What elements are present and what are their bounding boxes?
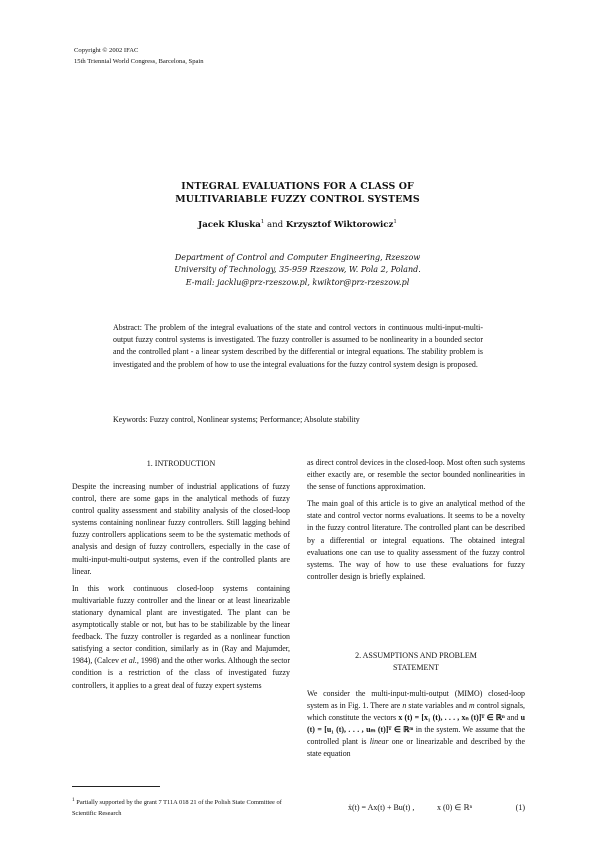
s2-text-b: state variables and xyxy=(406,701,469,711)
author-1-mark: 1 xyxy=(260,219,265,225)
s2-m: m xyxy=(468,701,475,711)
s2-text-f: one or linearizable and described by the state equation xyxy=(307,737,525,759)
section-2-heading xyxy=(307,650,525,674)
intro-paragraph-3: as direct control devices in the closed-loop. Most often such systems either exactly are, or resemble the sector bounded nonlinearities in the sense of functions approximation. xyxy=(307,458,525,492)
intro-p2-etal: et al. xyxy=(121,656,137,666)
intro-p2-text-a: In this work continuous closed-loop systems containing multivariable fuzzy controller and the linear or at least linearizable stationary dynamical plant are investigated. The plant can be asymptotically stable or not, but has to be stabilizable by the linear feedback. The fuzzy controller is regarded as a nonlinear function satisfying a sector condition, similarly as in (Ray and Majumder, 1984), (Calcev xyxy=(72,583,290,666)
abstract: Abstract: The problem of the integral evaluations of the state and control vectors in continuous multi-input-multi-output fuzzy control systems is investigated. The fuzzy controller is assumed to be nonlinearity in a bounded sector and the controlled plant - a linear system described by the differential or integral equations. The stability problem is investigated and the problem of how to use the integral evaluations for the fuzzy control system design is proposed. xyxy=(113,323,483,369)
s2-n: n xyxy=(402,701,407,711)
intro-paragraph-2 xyxy=(72,583,290,692)
s2-x-vector: x (t) = [x₁ (t), . . . , xₙ (t)]ᵀ ∈ ℝⁿ xyxy=(398,713,505,723)
s2-u-vector: u (t) = [u₁ (t), . . . , uₘ (t)]ᵀ ∈ ℝᵐ xyxy=(307,713,526,735)
equation-condition: x (0) ∈ ℝⁿ xyxy=(437,803,473,812)
author-2-mark: 1 xyxy=(393,219,397,225)
title-line-1: INTEGRAL EVALUATIONS FOR A CLASS OF xyxy=(181,181,414,192)
s2-text-d: and xyxy=(504,713,521,723)
section-2-heading-line-2: STATEMENT xyxy=(392,663,440,672)
intro-p2-text-b: , 1998) and the other works. Although the sector condition is a restriction of the class of investigated fuzzy controllers, it applies to a great deal of fuzzy expert systems xyxy=(72,656,290,690)
footnote xyxy=(72,795,292,819)
keywords: Keywords: Fuzzy control, Nonlinear systems; Performance; Absolute stability xyxy=(113,415,360,424)
intro-paragraph-1: Despite the increasing number of industrial applications of fuzzy control, there are some gaps in the analytical methods of fuzzy control quality assessment and stability analysis of the closed-loop systems containing nonlinear fuzzy controllers. Still lagging behind fuzzy controllers applications seem to be the systematic methods of analysis and design of fuzzy controllers, especially in the case of multi-input-multi-output systems, even if the controlled plants are linear. xyxy=(72,482,290,576)
section-1-heading: 1. INTRODUCTION xyxy=(146,459,216,468)
section-2-body xyxy=(307,688,525,766)
paper-title xyxy=(0,181,595,206)
copyright-line: Copyright © 2002 IFAC xyxy=(74,47,139,54)
equation-number: (1) xyxy=(515,803,525,812)
section-2-paragraph-1 xyxy=(307,688,525,761)
left-column xyxy=(72,481,290,697)
authors-and: and xyxy=(267,219,284,230)
authors xyxy=(0,216,595,231)
congress-line: 15th Triennial World Congress, Barcelona, Spain xyxy=(74,58,204,65)
footnote-rule xyxy=(72,786,160,787)
footnote-mark: 1 xyxy=(72,797,75,803)
author-1: Jacek Kluska xyxy=(198,219,261,230)
equation-expression: ẋ(t) = Ax(t) + Bu(t) , xyxy=(348,803,415,812)
s2-text-e: in the system. We assume that the controlled plant is xyxy=(307,725,525,747)
footnote-text: Partially supported by the grant 7 T11A 018 21 of the Polish State Committee of Scientific Research xyxy=(72,799,282,817)
section-2-heading-line-1: 2. ASSUMPTIONS AND PROBLEM xyxy=(355,651,477,660)
s2-text-c: control signals, which constitute the vectors xyxy=(307,701,525,723)
right-column-top xyxy=(307,457,525,588)
title-line-2: MULTIVARIABLE FUZZY CONTROL SYSTEMS xyxy=(175,193,420,205)
s2-text-a: We consider the multi-input-multi-output (MIMO) closed-loop system as in Fig. 1. There are xyxy=(307,689,525,711)
affiliation xyxy=(0,252,595,289)
affiliation-line-1: Department of Control and Computer Engineering, Rzeszow xyxy=(174,253,421,262)
intro-paragraph-4: The main goal of this article is to give an analytical method of the state and control vector norms evaluations. It seems to be a novelty in the fuzzy control literature. The controlled plant can be described by a differential or integral equations. The obtained integral evaluations one can use to quality assessment of the fuzzy control systems. The way of how to use these evaluations for fuzzy controller design is briefly explained. xyxy=(307,499,525,581)
copyright-header xyxy=(74,45,204,67)
author-2: Krzysztof Wiktorowicz xyxy=(285,219,394,230)
affiliation-line-2: University of Technology, 35-959 Rzeszow, W. Pola 2, Poland. xyxy=(174,265,421,275)
affiliation-email: E-mail: jacklu@prz-rzeszow.pl, kwiktor@prz-rzeszow.pl xyxy=(185,277,410,287)
s2-linear: linear xyxy=(369,737,389,747)
